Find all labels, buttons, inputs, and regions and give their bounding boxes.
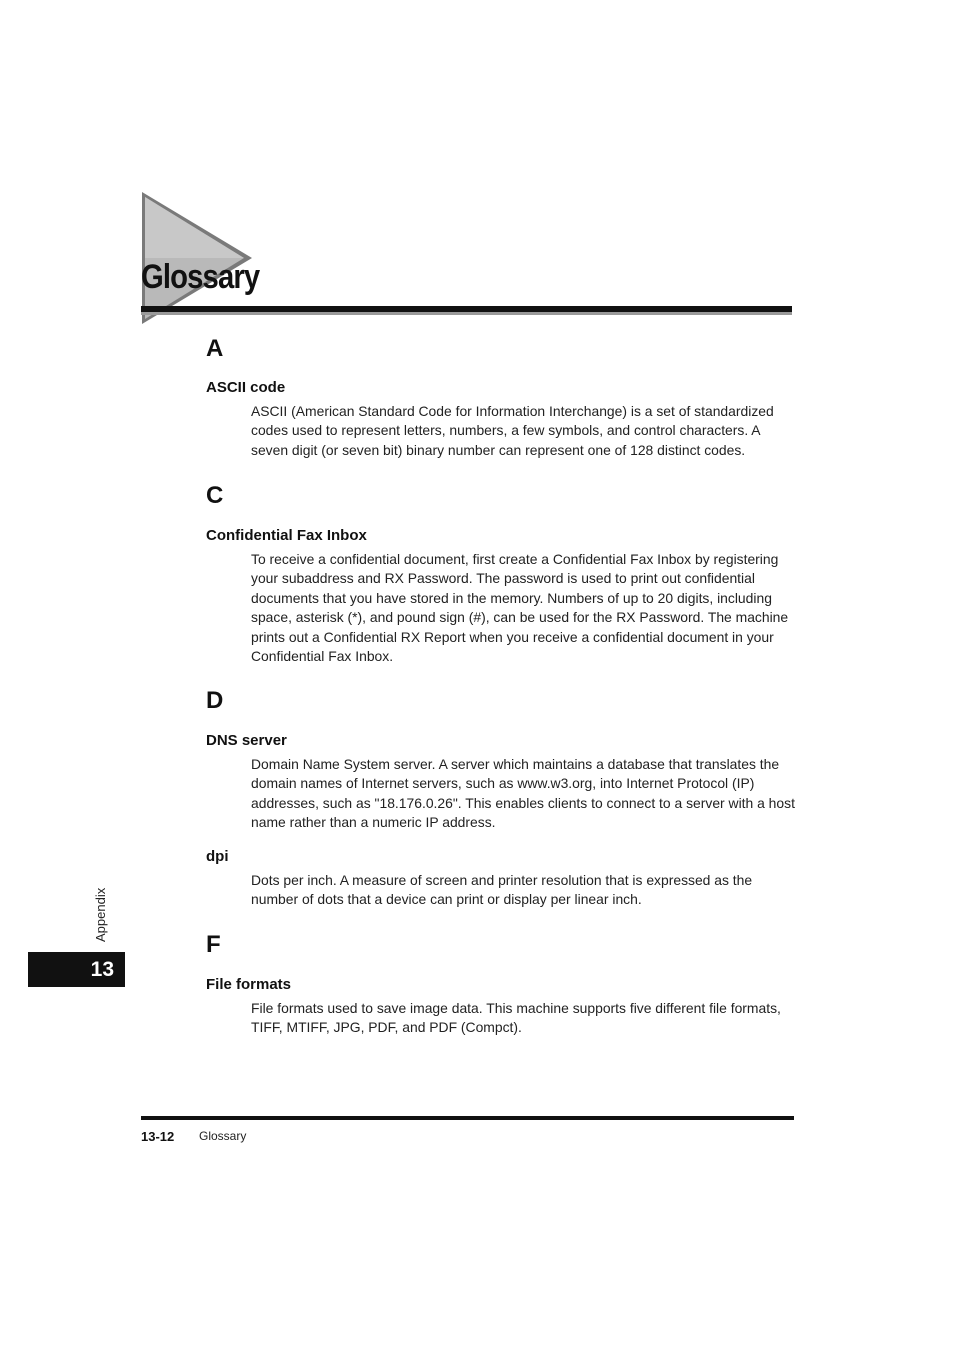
definition-file-formats: File formats used to save image data. This machine supports five different file formats, TIFF, MTIFF, JPG, PDF, and PDF (Compct). (251, 1000, 781, 1036)
definition-dns-server: Domain Name System server. A server which maintains a database that translates the domain names of Internet servers, such as www.w3.org, into Internet Protocol (IP) addresses, such as "18.176.0.26". This enables clients to connect to a server with a host name rather than a numeric IP address. (251, 756, 795, 831)
definition-dpi: Dots per inch. A measure of screen and printer resolution that is expressed as the number of dots that a device can print or display per linear inch. (251, 872, 753, 908)
chapter-tab (28, 952, 125, 987)
definition-confidential-fax-inbox: To receive a confidential document, first create a Confidential Fax Inbox by registering your subaddress and RX Password. The password is used to print out confidential documents that you have stored in the memory. Numbers of up to 20 digits, including space, asterisk (*), and pound sign (#), can be used for the RX Password. The machine prints out a Confidential RX Report when you receive a confidential document in your Confidential Fax Inbox. (251, 551, 789, 665)
footer-page-number: 13-12 (141, 1129, 175, 1144)
term-confidential-fax-inbox: Confidential Fax Inbox (206, 527, 367, 544)
section-letter-f: F (206, 931, 221, 958)
page-title: Glossary (141, 258, 260, 296)
term-file-formats: File formats (206, 976, 292, 993)
section-letter-c: C (206, 482, 224, 509)
term-dpi: dpi (206, 848, 229, 865)
chapter-number: 13 (90, 957, 114, 981)
footer-section-title: Glossary (199, 1129, 247, 1143)
term-ascii-code: ASCII code (206, 379, 286, 396)
term-dns-server: DNS server (206, 732, 287, 749)
side-section-label: Appendix (93, 887, 108, 942)
footer-rule (141, 1116, 794, 1120)
section-letter-a: A (206, 335, 224, 362)
section-letter-d: D (206, 687, 224, 714)
title-rule-shadow (141, 312, 792, 315)
definition-ascii-code: ASCII (American Standard Code for Information Interchange) is a set of standardized codes used to represent letters, numbers, a few symbols, and control characters. A seven digit (or seven bit) binary number can represent one of 128 distinct codes. (251, 403, 774, 458)
